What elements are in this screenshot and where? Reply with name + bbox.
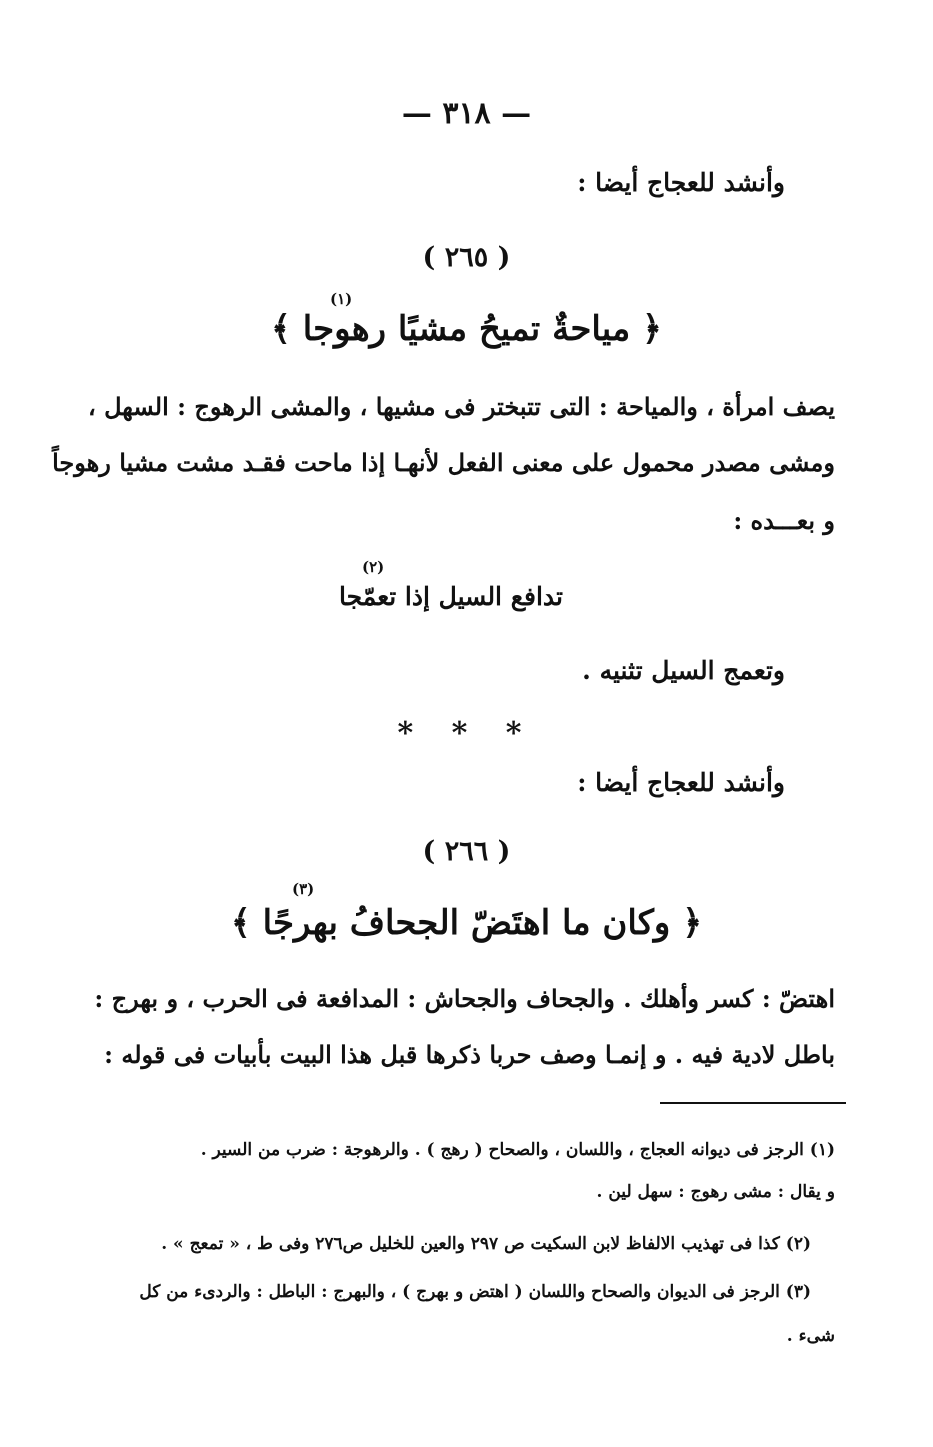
verse-266-note-mark: (٣) bbox=[292, 880, 315, 898]
footnote-1-line-1: (١) الرجز فى ديوانه العجاج ، واللسان ، والصحاح ( رهج ) . والرهوجة : ضرب من السير . bbox=[200, 1140, 835, 1160]
verse-265-commentary-line-2: ومشى مصدر محمول على معنى الفعل لأنهـا إذا ماحت فقـد مشت مشيا رهوجاً bbox=[52, 448, 835, 477]
verse-266: ﴿ وكان ما اهتَضّ الجحافُ بهرجًا ﴾ bbox=[230, 903, 703, 943]
page-number: — ٣١٨ — bbox=[401, 96, 532, 131]
footnote-divider bbox=[660, 1102, 846, 1104]
following-verse-note-mark: (٢) bbox=[362, 558, 385, 576]
footnote-3-line-2: شىء . bbox=[786, 1326, 835, 1346]
verse-265: ﴿ مياحةٌ تميحُ مشيًا رهوجا ﴾ bbox=[271, 309, 662, 349]
verse-266-commentary-line-2: باطل لادية فيه . و إنمـا وصف حربا ذكرها قبل هذا البيت بأبيات فى قوله : bbox=[104, 1040, 835, 1069]
section-2-intro: وأنشد للعجاج أيضا : bbox=[577, 768, 785, 797]
verse-265-commentary-line-3: و بعـــده : bbox=[733, 506, 835, 535]
verse-265-commentary-line-1: يصف امرأة ، والمياحة : التى تتبختر فى مشيها ، والمشى الرهوج : السهل ، bbox=[88, 392, 835, 421]
verse-266-commentary-line-1: اهتضّ : كسر وأهلك . والجحاف والجحاش : المدافعة فى الحرب ، و بهرج : bbox=[94, 984, 835, 1013]
verse-number-265: ( ٢٦٥ ) bbox=[422, 242, 511, 273]
footnote-3-line-1: (٣) الرجز فى الديوان والصحاح واللسان ( اهتض و بهرج ) ، والبهرج : الباطل : والردىء من كل bbox=[139, 1282, 811, 1302]
section-separator: * * * bbox=[397, 716, 536, 751]
section-1-intro: وأنشد للعجاج أيضا : bbox=[577, 168, 785, 197]
verse-265-note-mark: (١) bbox=[330, 290, 353, 308]
following-verse: تدافع السيل إذا تعمّجا bbox=[339, 582, 563, 611]
footnote-2: (٢) كذا فى تهذيب الالفاظ لابن السكيت ص ٢٩٧ والعين للخليل ص٢٧٦ وفى ط ، « تمعج » . bbox=[161, 1234, 811, 1254]
following-commentary: وتعمج السيل تثنيه . bbox=[582, 656, 785, 685]
footnote-1-line-2: و يقال : مشى رهوج : سهل لين . bbox=[596, 1182, 835, 1202]
verse-number-266: ( ٢٦٦ ) bbox=[422, 836, 511, 867]
